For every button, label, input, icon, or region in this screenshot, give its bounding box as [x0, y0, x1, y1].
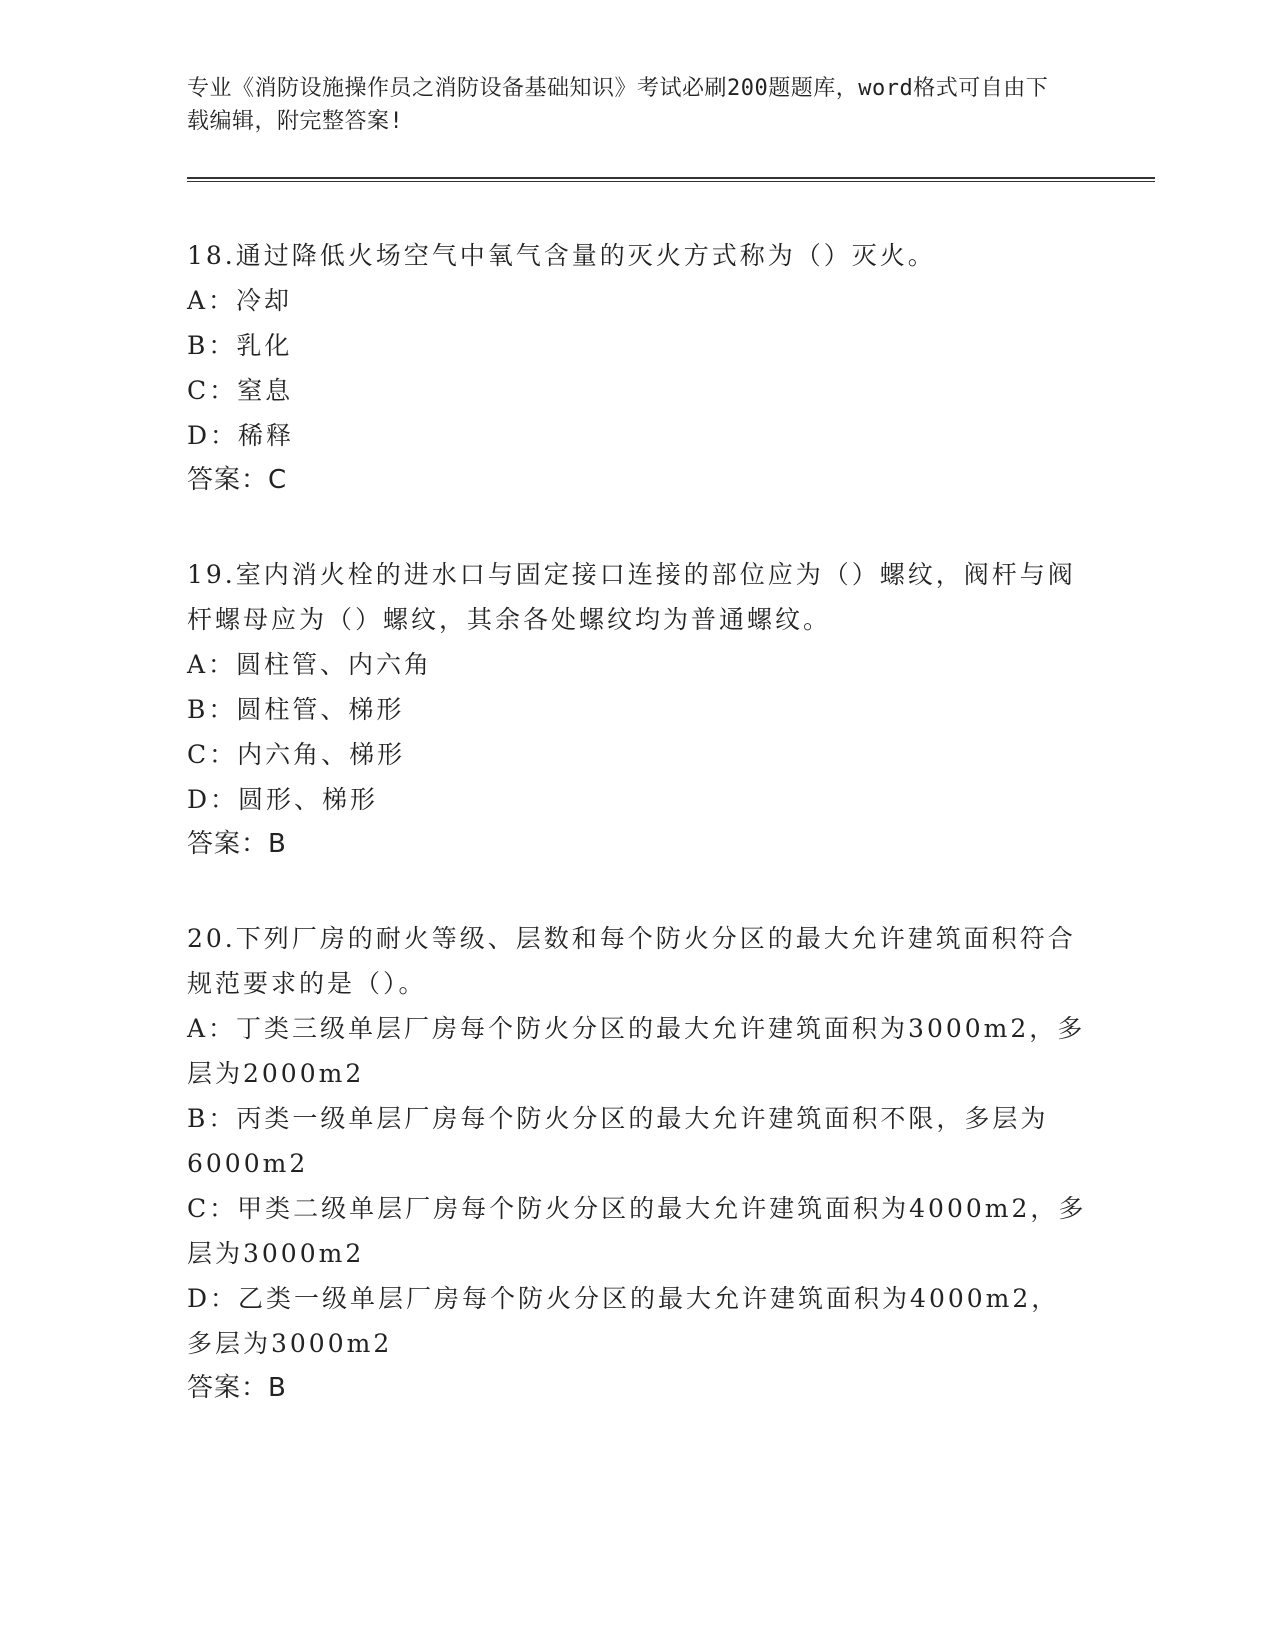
- option-d: D：圆形、梯形: [187, 785, 379, 814]
- question-18: [187, 233, 1087, 503]
- answer-line: 答案：B: [187, 1373, 287, 1403]
- header-divider: [187, 177, 1155, 182]
- question-stem: 19.室内消火栓的进水口与固定接口连接的部位应为（）螺纹，阀杆与阀杆螺母应为（）螺纹，其余各处螺纹均为普通螺纹。: [187, 560, 1076, 634]
- option-d: D：乙类一级单层厂房每个防火分区的最大允许建筑面积为4000m2，多层为3000m2: [187, 1284, 1060, 1358]
- answer-line: 答案：B: [187, 829, 287, 859]
- option-c: C：甲类二级单层厂房每个防火分区的最大允许建筑面积为4000m2，多层为3000m2: [187, 1194, 1087, 1268]
- option-b: B：圆柱管、梯形: [187, 695, 405, 724]
- question-stem: 18.通过降低火场空气中氧气含量的灭火方式称为（）灭火。: [187, 241, 936, 270]
- question-20: [187, 916, 1087, 1411]
- answer-line: 答案：C: [187, 465, 288, 495]
- document-header: 专业《消防设施操作员之消防设备基础知识》考试必刷200题题库，word格式可自由下载编辑，附完整答案!: [187, 76, 1049, 134]
- option-b: B：乳化: [187, 331, 293, 360]
- option-c: C：内六角、梯形: [187, 740, 406, 769]
- option-a: A：丁类三级单层厂房每个防火分区的最大允许建筑面积为3000m2，多层为2000m2: [187, 1014, 1086, 1088]
- option-d: D：稀释: [187, 421, 295, 450]
- option-a: A：圆柱管、内六角: [187, 650, 433, 679]
- question-stem: 20.下列厂房的耐火等级、层数和每个防火分区的最大允许建筑面积符合规范要求的是（）。: [187, 924, 1076, 998]
- option-b: B：丙类一级单层厂房每个防火分区的最大允许建筑面积不限，多层为6000m2: [187, 1104, 1049, 1178]
- question-19: [187, 552, 1087, 867]
- option-a: A：冷却: [187, 286, 293, 315]
- option-c: C：窒息: [187, 376, 294, 405]
